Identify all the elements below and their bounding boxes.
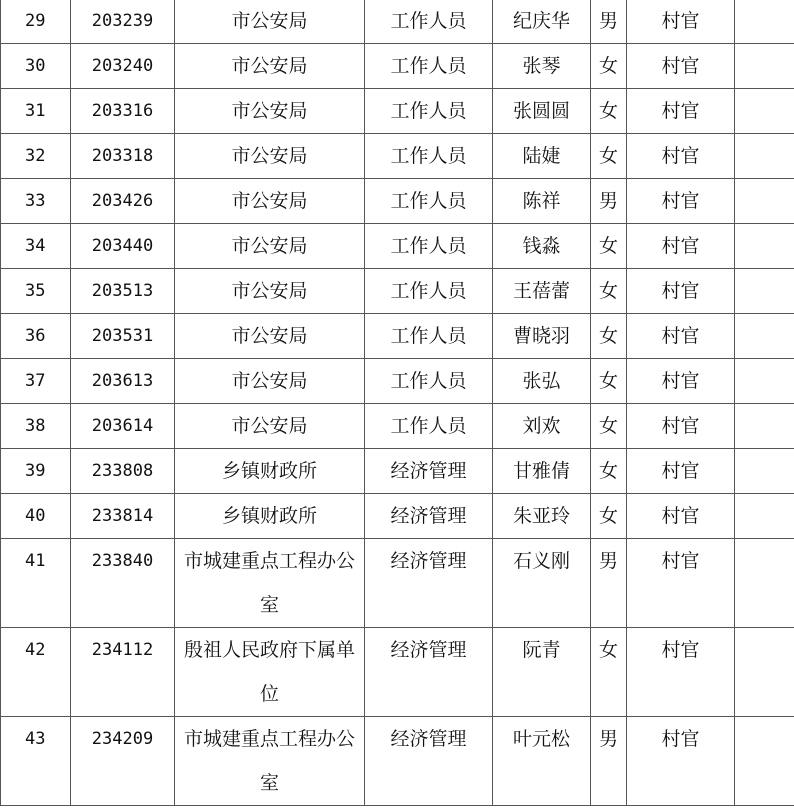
table-row [1,314,794,359]
category: 村官 [627,449,735,494]
table-row [1,717,794,806]
candidate-code: 203240 [71,44,175,89]
row-number: 33 [1,179,71,224]
empty-cell [735,717,794,806]
category: 村官 [627,179,735,224]
table-row [1,449,794,494]
candidate-code: 203613 [71,359,175,404]
position: 工作人员 [365,134,493,179]
table-row [1,628,794,717]
candidate-name: 张琴 [493,44,591,89]
candidate-code: 203426 [71,179,175,224]
position: 经济管理 [365,717,493,806]
position: 工作人员 [365,0,493,44]
candidate-name: 曹晓羽 [493,314,591,359]
employer-unit: 市城建重点工程办公室 [175,539,365,628]
candidate-name: 王蓓蕾 [493,269,591,314]
category: 村官 [627,44,735,89]
table-row [1,359,794,404]
candidate-code: 203531 [71,314,175,359]
employer-unit: 市公安局 [175,269,365,314]
candidate-name: 朱亚玲 [493,494,591,539]
category: 村官 [627,717,735,806]
candidate-code: 203440 [71,224,175,269]
row-number: 43 [1,717,71,806]
gender: 女 [591,134,627,179]
gender: 女 [591,359,627,404]
candidate-code: 203318 [71,134,175,179]
employer-unit: 市公安局 [175,0,365,44]
employer-unit: 市公安局 [175,179,365,224]
employer-unit: 市公安局 [175,89,365,134]
gender: 男 [591,539,627,628]
candidate-code: 234209 [71,717,175,806]
category: 村官 [627,359,735,404]
candidate-name: 叶元松 [493,717,591,806]
position: 工作人员 [365,404,493,449]
empty-cell [735,224,794,269]
position: 经济管理 [365,628,493,717]
table-row [1,44,794,89]
employer-unit: 市城建重点工程办公室 [175,717,365,806]
empty-cell [735,89,794,134]
candidate-code: 233808 [71,449,175,494]
candidate-code: 203239 [71,0,175,44]
row-number: 41 [1,539,71,628]
employer-unit: 殷祖人民政府下属单位 [175,628,365,717]
empty-cell [735,494,794,539]
employer-unit: 乡镇财政所 [175,494,365,539]
category: 村官 [627,269,735,314]
gender: 女 [591,44,627,89]
category: 村官 [627,628,735,717]
row-number: 37 [1,359,71,404]
employer-unit: 市公安局 [175,404,365,449]
candidate-name: 刘欢 [493,404,591,449]
row-number: 40 [1,494,71,539]
row-number: 38 [1,404,71,449]
gender: 男 [591,179,627,224]
position: 经济管理 [365,494,493,539]
employer-unit: 乡镇财政所 [175,449,365,494]
row-number: 30 [1,44,71,89]
row-number: 39 [1,449,71,494]
candidate-code: 203316 [71,89,175,134]
table-row [1,269,794,314]
gender: 女 [591,404,627,449]
empty-cell [735,628,794,717]
empty-cell [735,404,794,449]
candidate-name: 石义刚 [493,539,591,628]
position: 工作人员 [365,359,493,404]
empty-cell [735,44,794,89]
category: 村官 [627,314,735,359]
employer-unit: 市公安局 [175,134,365,179]
empty-cell [735,179,794,224]
row-number: 35 [1,269,71,314]
table-row [1,494,794,539]
row-number: 36 [1,314,71,359]
employer-unit: 市公安局 [175,224,365,269]
candidate-code: 233840 [71,539,175,628]
category: 村官 [627,0,735,44]
candidate-code: 203513 [71,269,175,314]
position: 工作人员 [365,269,493,314]
category: 村官 [627,134,735,179]
table-row [1,0,794,44]
gender: 女 [591,269,627,314]
gender: 男 [591,0,627,44]
candidate-name: 张弘 [493,359,591,404]
row-number: 31 [1,89,71,134]
category: 村官 [627,539,735,628]
position: 工作人员 [365,224,493,269]
table-row [1,134,794,179]
row-number: 29 [1,0,71,44]
candidate-name: 张圆圆 [493,89,591,134]
empty-cell [735,539,794,628]
position: 工作人员 [365,44,493,89]
gender: 女 [591,494,627,539]
position: 工作人员 [365,314,493,359]
gender: 女 [591,89,627,134]
position: 工作人员 [365,89,493,134]
candidate-code: 233814 [71,494,175,539]
candidate-code: 234112 [71,628,175,717]
gender: 女 [591,314,627,359]
empty-cell [735,359,794,404]
position: 经济管理 [365,449,493,494]
table-row [1,404,794,449]
candidate-name: 陈祥 [493,179,591,224]
category: 村官 [627,494,735,539]
position: 工作人员 [365,179,493,224]
row-number: 42 [1,628,71,717]
position: 经济管理 [365,539,493,628]
category: 村官 [627,224,735,269]
gender: 女 [591,224,627,269]
employer-unit: 市公安局 [175,314,365,359]
candidate-name: 钱淼 [493,224,591,269]
candidate-name: 阮青 [493,628,591,717]
gender: 女 [591,628,627,717]
row-number: 32 [1,134,71,179]
gender: 男 [591,717,627,806]
employer-unit: 市公安局 [175,44,365,89]
candidate-name: 纪庆华 [493,0,591,44]
empty-cell [735,314,794,359]
row-number: 34 [1,224,71,269]
gender: 女 [591,449,627,494]
candidate-name: 陆婕 [493,134,591,179]
employer-unit: 市公安局 [175,359,365,404]
candidate-code: 203614 [71,404,175,449]
empty-cell [735,269,794,314]
empty-cell [735,0,794,44]
table-row [1,89,794,134]
table-row [1,539,794,628]
empty-cell [735,134,794,179]
table-row [1,179,794,224]
roster-body [1,0,794,806]
empty-cell [735,449,794,494]
category: 村官 [627,89,735,134]
candidate-name: 甘雅倩 [493,449,591,494]
table-row [1,224,794,269]
category: 村官 [627,404,735,449]
